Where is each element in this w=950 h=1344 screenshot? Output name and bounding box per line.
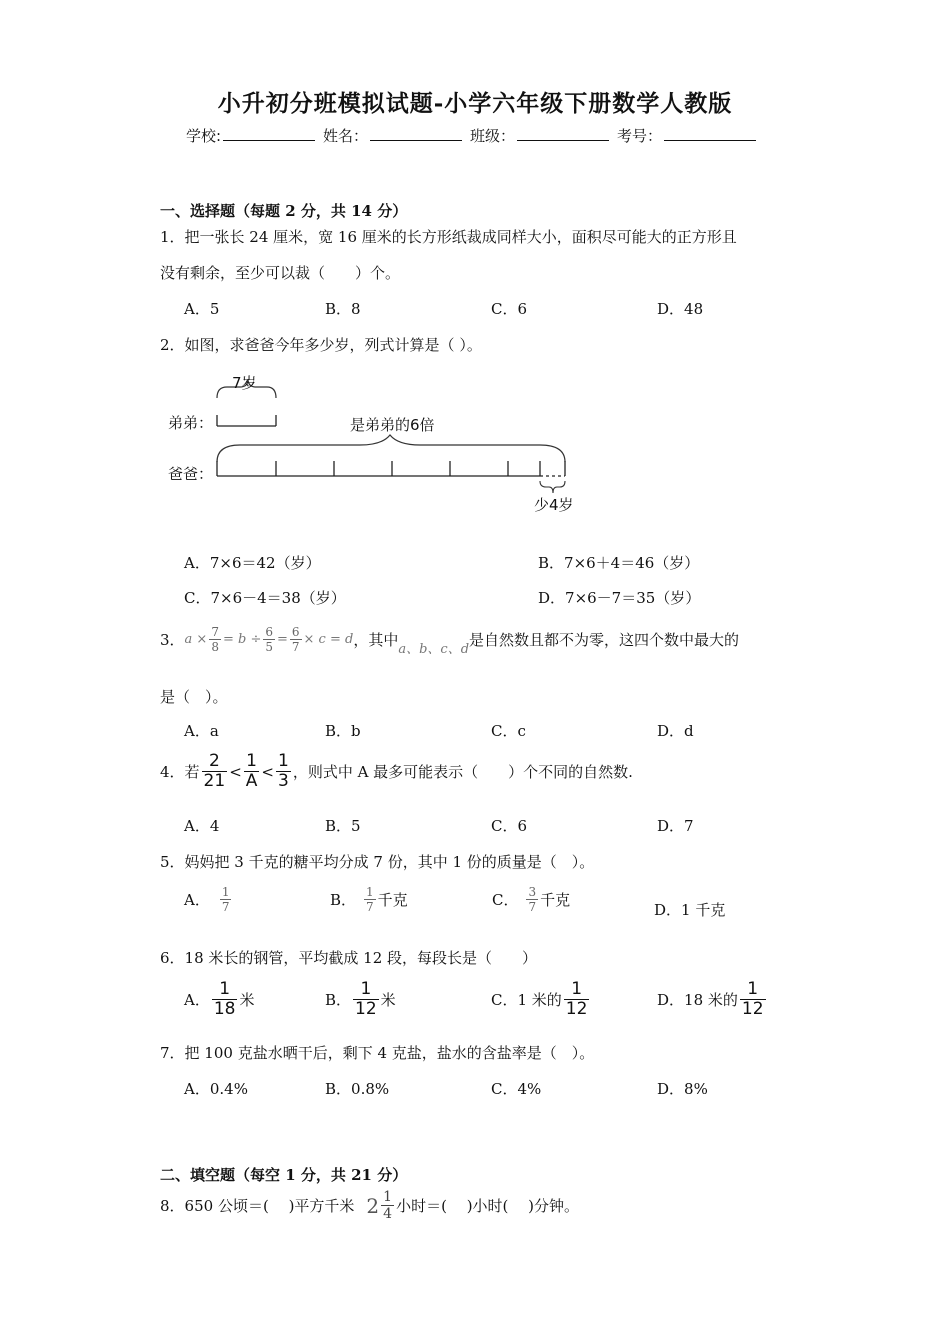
- q7-option-d[interactable]: D．8%: [657, 1080, 708, 1098]
- q4-frac-3: $\frac{1}{3}$: [277, 751, 289, 791]
- q4-option-a[interactable]: A．4: [184, 817, 220, 835]
- q6-option-a[interactable]: A． $\frac{1}{18}$ 米: [184, 979, 255, 1019]
- q6-option-c[interactable]: C．1 米的 $\frac{1}{12}$: [491, 979, 588, 1019]
- q3-mid: ，其中: [353, 631, 399, 649]
- q4-option-d[interactable]: D．7: [657, 817, 694, 835]
- q5-text: 5．妈妈把 3 千克的糖平均分成 7 份，其中 1 份的质量是（ ）。: [160, 853, 595, 871]
- class-label: 班级：: [470, 127, 516, 145]
- q6-c-frac: $\frac{1}{12}$: [565, 979, 588, 1019]
- q5-option-b[interactable]: B． $\frac{1}{7}$ 千克: [330, 885, 408, 914]
- q4-frac-2: $\frac{1}{A}$: [245, 751, 258, 791]
- q7-option-c[interactable]: C．4%: [491, 1080, 542, 1098]
- q3-line2: 是（ ）。: [160, 688, 228, 706]
- q5-option-c[interactable]: C． $\frac{3}{7}$ 千克: [492, 885, 571, 914]
- q5-a-frac: $\frac{1}{7}$: [221, 885, 230, 914]
- q5-option-a[interactable]: A． $\frac{1}{7}$: [184, 885, 230, 914]
- q3-frac-1: $\frac{7}{8}$: [211, 625, 219, 654]
- less-label: 少4岁: [534, 496, 574, 514]
- q6-a-frac: $\frac{1}{18}$: [213, 979, 236, 1019]
- q4-prefix: 4．若: [160, 763, 200, 781]
- brother-label: 弟弟：: [168, 414, 214, 432]
- section1-heading: 一、选择题（每题 2 分，共 14 分）: [160, 202, 408, 220]
- exam-no-label: 考号：: [617, 127, 663, 145]
- q4-option-c[interactable]: C．6: [491, 817, 528, 835]
- q2-text: 2．如图，求爸爸今年多少岁，列式计算是（ ）。: [160, 336, 482, 354]
- q3-option-a[interactable]: A．a: [184, 722, 219, 740]
- q3-expr-b: = b ÷: [222, 632, 262, 647]
- q5-c-frac: $\frac{3}{7}$: [528, 885, 537, 914]
- section2-heading: 二、填空题（每空 1 分，共 21 分）: [160, 1166, 408, 1184]
- q3-vars: a、b、c、d: [398, 642, 470, 657]
- times-brace: [217, 435, 565, 462]
- q7-option-b[interactable]: B．0.8%: [325, 1080, 390, 1098]
- q1-line2: 没有剩余，至少可以裁（ ）个。: [160, 264, 401, 282]
- student-info-line: [0, 125, 950, 146]
- q3-number: 3．: [160, 631, 185, 649]
- q8-whole: 2: [366, 1193, 380, 1218]
- q3-expr-a: a ×: [184, 632, 208, 647]
- q8-part1: 8．650 公顷＝( )平方千米: [160, 1197, 355, 1215]
- q6-d-frac: $\frac{1}{12}$: [741, 979, 764, 1019]
- q1-option-b[interactable]: B．8: [325, 300, 361, 318]
- q1-option-a[interactable]: A．5: [184, 300, 220, 318]
- q3-option-b[interactable]: B．b: [325, 722, 361, 740]
- q4-lt-2: <: [261, 762, 274, 781]
- q3-tail: 是自然数且都不为零，这四个数中最大的: [469, 631, 740, 649]
- q7-text: 7．把 100 克盐水晒干后，剩下 4 克盐，盐水的含盐率是（ ）。: [160, 1044, 595, 1062]
- q2-option-b[interactable]: B．7×6＋4＝46（岁）: [538, 554, 700, 572]
- q3-option-c[interactable]: C．c: [491, 722, 526, 740]
- q7-option-a[interactable]: A．0.4%: [184, 1080, 248, 1098]
- q5-option-d[interactable]: D．1 千克: [654, 901, 726, 919]
- q1-line1: 1．把一张长 24 厘米，宽 16 厘米的长方形纸裁成同样大小，面积尽可能大的正方形且: [160, 228, 737, 246]
- q4-lt-1: <: [229, 762, 242, 781]
- q6-option-d[interactable]: D．18 米的 $\frac{1}{12}$: [657, 979, 764, 1019]
- q8-frac: $\frac{1}{4}$: [383, 1189, 393, 1222]
- page-title: 小升初分班模拟试题-小学六年级下册数学人教版: [217, 90, 733, 117]
- q8-part2: 小时＝( )小时( )分钟。: [396, 1197, 580, 1215]
- q6-option-b[interactable]: B． $\frac{1}{12}$ 米: [325, 979, 396, 1019]
- less-brace: [540, 481, 565, 493]
- q3-option-d[interactable]: D．d: [657, 722, 694, 740]
- q3-expr-c: =: [276, 632, 288, 647]
- q4-line: [160, 753, 633, 790]
- q2-option-d[interactable]: D．7×6－7＝35（岁）: [538, 589, 701, 607]
- exam-no-blank[interactable]: [664, 126, 756, 141]
- age-label: 7岁: [232, 374, 257, 392]
- q2-option-a[interactable]: A．7×6＝42（岁）: [184, 554, 321, 572]
- name-blank[interactable]: [370, 126, 462, 141]
- school-label: 学校:: [185, 127, 221, 145]
- q2-option-c[interactable]: C．7×6－4＝38（岁）: [184, 589, 346, 607]
- q3-expr-d: × c = d: [303, 632, 354, 647]
- q5-b-frac: $\frac{1}{7}$: [366, 885, 374, 914]
- class-blank[interactable]: [517, 126, 609, 141]
- q6-b-frac: $\frac{1}{12}$: [355, 979, 377, 1019]
- dad-label: 爸爸：: [168, 465, 214, 483]
- q4-option-b[interactable]: B．5: [325, 817, 361, 835]
- q8-line: [160, 1190, 579, 1221]
- name-label: 姓名：: [323, 127, 369, 145]
- q4-frac-1: $\frac{2}{21}$: [203, 751, 226, 791]
- q3-frac-3: $\frac{6}{7}$: [291, 625, 300, 654]
- school-blank[interactable]: [223, 126, 315, 141]
- q1-option-d[interactable]: D．48: [657, 300, 704, 318]
- q4-tail: ，则式中 A 最多可能表示（ ）个不同的自然数.: [292, 763, 633, 781]
- q1-option-c[interactable]: C．6: [491, 300, 528, 318]
- q6-text: 6．18 米长的钢管，平均截成 12 段，每段长是（ ）: [160, 949, 538, 967]
- q3-line1: [160, 625, 740, 657]
- q3-frac-2: $\frac{6}{5}$: [265, 625, 273, 654]
- times-label: 是弟弟的6倍: [350, 416, 435, 434]
